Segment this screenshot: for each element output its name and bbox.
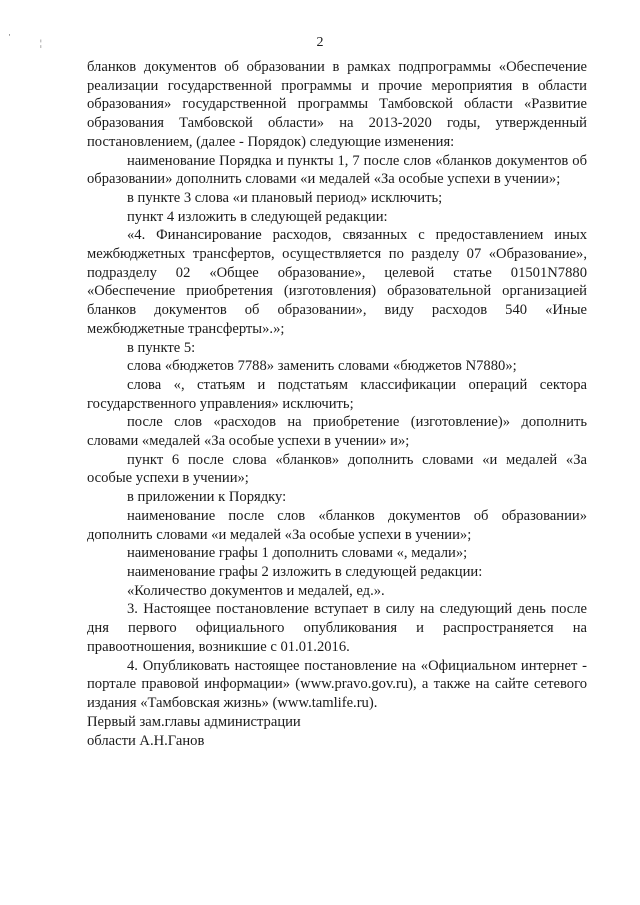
paragraph: в приложении к Порядку: bbox=[127, 489, 287, 506]
paragraph: пункт 6 после слова «бланков» дополнить словами «и медалей «За особые успехи в учении»; bbox=[87, 451, 587, 487]
paragraph: наименование Порядка и пункты 1, 7 после слов «бланков документов об образовании» дополнить словами «и медалей «За особые успехи в учении»; bbox=[87, 152, 587, 188]
paragraph: в пункте 5: bbox=[127, 339, 196, 356]
paragraph: наименование после слов «бланков документов об образовании» дополнить словами «и медалей «За особые успехи в учении»; bbox=[87, 507, 587, 543]
paragraph: наименование графы 1 дополнить словами «, медали»; bbox=[127, 545, 468, 562]
paragraph: «4. Финансирование расходов, связанных с предоставлением иных межбюджетных трансфертов, осуществляется по разделу 07 «Образование», подразделу 02 «Общее образование», целевой статье 01501N7880 «Обеспечение приобретения (изготовления) образовательной организацией бланков документов об образовании», виду расходов 540 «Иные межбюджетные трансферты».»; bbox=[87, 227, 587, 337]
signature-block bbox=[87, 713, 301, 750]
paragraph: слова «бюджетов 7788» заменить словами «бюджетов N7880»; bbox=[127, 358, 517, 375]
scan-artifact-mark: · bbox=[8, 30, 11, 40]
scan-artifact-mark: ¦ bbox=[40, 38, 42, 48]
paragraph: «Количество документов и медалей, ед.». bbox=[127, 582, 385, 599]
document-body bbox=[87, 58, 587, 713]
signature-line-title: Первый зам.главы администрации bbox=[87, 714, 301, 730]
paragraph: в пункте 3 слова «и плановый период» исключить; bbox=[127, 189, 443, 206]
paragraph: слова «, статьям и подстатьям классификации операций сектора государственного управления» исключить; bbox=[87, 376, 587, 412]
paragraph: бланков документов об образовании в рамках подпрограммы «Обеспечение реализации государственной программы и прочие мероприятия в области образования» государственной программы Тамбовской области «Развитие образования Тамбовской области» на 2013-2020 годы, утвержденный постановлением, (далее - Порядок) следующие изменения: bbox=[87, 59, 587, 150]
paragraph: 3. Настоящее постановление вступает в силу на следующий день после дня первого официального опубликования и распространяется на правоотношения, возникшие с 01.01.2016. bbox=[87, 601, 587, 655]
signature-line-name: области А.Н.Ганов bbox=[87, 732, 205, 749]
paragraph: наименование графы 2 изложить в следующей редакции: bbox=[127, 563, 483, 580]
paragraph: пункт 4 изложить в следующей редакции: bbox=[127, 208, 388, 225]
paragraph: после слов «расходов на приобретение (изготовление)» дополнить словами «медалей «За особые успехи в учении» и»; bbox=[87, 414, 587, 450]
paragraph: 4. Опубликовать настоящее постановление на «Официальном интернет - портале правовой информации» (www.pravo.gov.ru), а также на сайте сетевого издания «Тамбовская жизнь» (www.tamlife.ru). bbox=[87, 657, 587, 711]
page-number: 2 bbox=[316, 35, 324, 50]
